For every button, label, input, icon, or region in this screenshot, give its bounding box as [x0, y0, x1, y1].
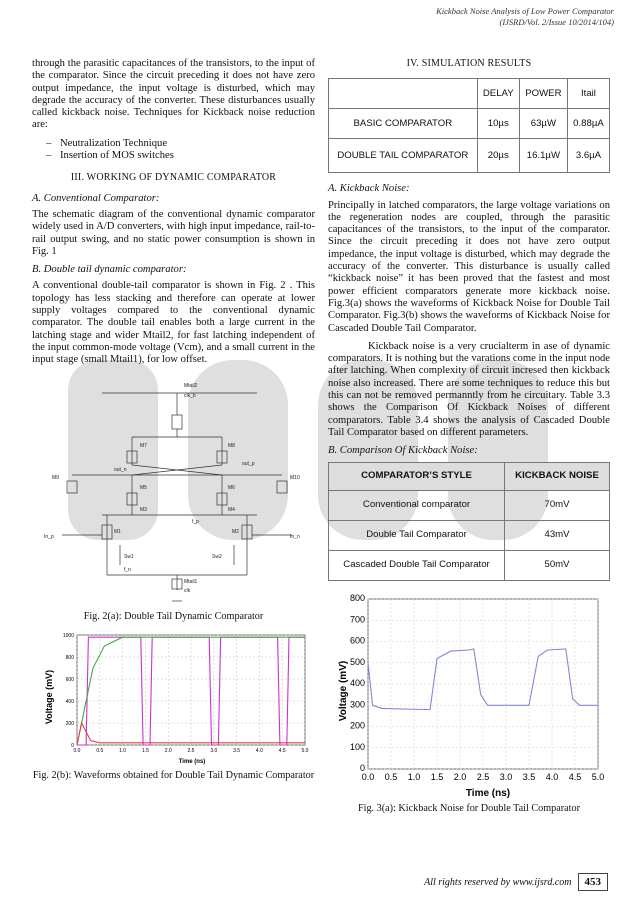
x-tick-label: 0.5 [96, 747, 104, 754]
technique-list [32, 138, 315, 163]
x-tick-label: 0.0 [73, 747, 81, 754]
right-column [328, 58, 610, 815]
x-tick-label: 2.0 [164, 747, 172, 754]
table-cell: 20µs [477, 139, 519, 173]
label-m9: M9 [52, 474, 59, 481]
y-tick-label: 400 [349, 677, 365, 688]
y-axis-label: Voltage (mV) [44, 669, 54, 724]
x-axis-label: Time (ns) [178, 758, 206, 765]
x-tick-label: 0.0 [361, 771, 375, 782]
table-header-cell [329, 79, 478, 109]
table-header-cell: Itail [567, 79, 609, 109]
page-footer [424, 873, 608, 891]
table-cell: 3.6µA [567, 139, 609, 173]
table-cell: 16.1µW [519, 139, 567, 173]
x-tick-label: 2.0 [453, 771, 467, 782]
circuit-schematic [32, 375, 315, 607]
label-m2: M2 [232, 528, 239, 535]
y-tick-label: 800 [349, 592, 365, 603]
simulation-results-table [328, 78, 610, 173]
label-m8: M8 [228, 442, 235, 449]
label-m3: M3 [140, 506, 147, 513]
y-tick-label: 400 [65, 698, 74, 705]
list-item: – Insertion of MOS switches [46, 150, 315, 162]
x-tick-label: 3.5 [233, 747, 241, 754]
label-clk-b: clk_b [184, 392, 196, 399]
subsection-heading: B. Comparison Of Kickback Noise: [328, 445, 478, 457]
table-cell: Conventional comparator [329, 490, 505, 520]
label-m6: M6 [228, 484, 235, 491]
paragraph: The schematic diagram of the conventional dynamic comparator widely used in A/D converters, with high input impedance, rail-to-rail output swing, and no static power consumption is shown in Fig. 1 [32, 208, 315, 257]
table-header-cell: KICKBACK NOISE [505, 462, 610, 490]
y-tick-label: 200 [65, 720, 74, 727]
table-cell: Double Tail Comparator [329, 520, 505, 550]
label-m5: M5 [140, 484, 147, 491]
label-m7: M7 [140, 442, 147, 449]
table-header-cell: DELAY [477, 79, 519, 109]
x-tick-label: 2.5 [187, 747, 195, 754]
table-cell: 70mV [505, 490, 610, 520]
y-tick-label: 500 [349, 656, 365, 667]
section-heading: IV. SIMULATION RESULTS [406, 58, 532, 69]
subsection-heading: A. Conventional Comparator: [32, 192, 160, 204]
label-out-p: out_p [242, 460, 255, 467]
figure-caption: Fig. 3(a): Kickback Noise for Double Tail Comparator [357, 802, 581, 814]
label-mtail1: Mtail1 [184, 578, 198, 585]
x-tick-label: 1.5 [141, 747, 149, 754]
running-header [436, 6, 614, 28]
left-column [32, 58, 315, 782]
label-in-n: In_n [290, 533, 300, 540]
subsection-heading: B. Double tail dynamic comparator: [32, 264, 187, 276]
x-tick-label: 3.0 [499, 771, 513, 782]
x-tick-label: 1.0 [119, 747, 127, 754]
label-f-n: f_n [124, 566, 131, 573]
y-tick-label: 700 [349, 613, 365, 624]
x-tick-label: 4.0 [255, 747, 263, 754]
table-cell: Cascaded Double Tail Comparator [329, 550, 505, 580]
table-cell: DOUBLE TAIL COMPARATOR [329, 139, 478, 173]
table-cell: 63µW [519, 109, 567, 139]
paragraph: Kickback noise is a very crucialterm in ase of dynamic comparators. It is nothing but the varations come in the input node after latching. When complexity of circuit incresed then kickback noise also increased. There are some techniques to reduce this but this can not be removed permanntly from he circuitary. Table 3.3 shows the Comparison Of Kickback Noises of different comparators. Table 3.4 shows the analysis of Cascaded Double Tail Comparator based on different parameters. [328, 340, 610, 438]
label-sw1: Sw1 [124, 553, 134, 560]
figure-caption: Fig. 2(a): Double Tail Dynamic Comparator [83, 610, 264, 622]
x-tick-label: 4.5 [278, 747, 286, 754]
kickback-noise-chart [328, 591, 610, 799]
header-title: Kickback Noise Analysis of Low Power Comparator [436, 6, 614, 16]
y-axis-label: Voltage (mV) [338, 660, 349, 721]
y-tick-label: 600 [65, 676, 74, 683]
table-cell: BASIC COMPARATOR [329, 109, 478, 139]
table-header-cell: COMPARATOR’S STYLE [329, 462, 505, 490]
paragraph: Principally in latched comparators, the large voltage variations on the regeneration nodes are coupled, through the parasitic capacitances of the transistors, to the input of the comparator. Since the circuit preceding it does not have zero output impedance, the input voltage is disturbed, which may degrade the accuracy of the converter. This disturbance is usually called “kickback noise” it has been proved that the fastest and most power efficient comparators generate more kickback noise. Fig.3(a) shows the waveforms of Kickback Noise for Double Tail Comparator. Fig.3(b) shows the waveforms of Kickback Noise for Cascaded Double Tail Comparator. [328, 199, 610, 334]
copyright-text: All rights reserved by www.ijsrd.com [424, 876, 572, 888]
waveform-chart [32, 627, 315, 767]
x-axis-label: Time (ns) [465, 787, 511, 799]
label-sw2: Sw2 [212, 553, 222, 560]
y-tick-label: 800 [65, 654, 74, 661]
page-number: 453 [578, 873, 609, 891]
label-m4: M4 [228, 506, 235, 513]
x-tick-label: 1.0 [407, 771, 421, 782]
series-line [77, 723, 305, 745]
x-tick-label: 4.5 [568, 771, 582, 782]
x-tick-label: 0.5 [384, 771, 398, 782]
y-tick-label: 0 [359, 762, 365, 773]
label-in-p: In_p [44, 533, 54, 540]
table-cell: 43mV [505, 520, 610, 550]
list-item: – Neutralization Technique [46, 138, 315, 150]
y-tick-label: 100 [349, 741, 365, 752]
label-mtail2: Mtail2 [184, 382, 198, 389]
header-volume: (IJSRD/Vol. 2/Issue 10/2014/104) [499, 17, 614, 27]
x-tick-label: 3.0 [210, 747, 218, 754]
figure-caption: Fig. 2(b): Waveforms obtained for Double Tail Dynamic Comparator [32, 769, 315, 781]
table-header-cell: POWER [519, 79, 567, 109]
label-m1: M1 [114, 528, 121, 535]
y-tick-label: 1000 [62, 632, 74, 639]
table-cell: 10µs [477, 109, 519, 139]
kickback-comparison-table [328, 462, 610, 581]
x-tick-label: 1.5 [430, 771, 444, 782]
table-cell: 0.88µA [567, 109, 609, 139]
x-tick-label: 3.5 [522, 771, 536, 782]
paragraph: A conventional double-tail comparator is shown in Fig. 2 . This topology has less stacking and therefore can operate at lower supply voltages compared to the conventional dynamic comparator. The double tail enables both a large current in the latching stage and wider Mtail2, for fast latching independent of the input common-mode voltage (Vcm), and a small current in the input stage (small Mtail1), for low offset. [32, 280, 315, 366]
table-cell: 50mV [505, 550, 610, 580]
y-tick-label: 300 [349, 698, 365, 709]
y-tick-label: 600 [349, 635, 365, 646]
x-tick-label: 5.0 [301, 747, 309, 754]
label-f-p: f_p [192, 518, 199, 525]
label-out-n: out_n [114, 466, 127, 473]
x-tick-label: 2.5 [476, 771, 490, 782]
subsection-heading: A. Kickback Noise: [328, 183, 410, 195]
y-tick-label: 0 [71, 742, 74, 749]
y-tick-label: 200 [349, 720, 365, 731]
label-clk: clk [184, 587, 191, 594]
x-tick-label: 4.0 [545, 771, 559, 782]
intro-paragraph: through the parasitic capacitances of the transistors, to the input of the comparator. Since the circuit preceding it does not have zero output impedance, the input voltage is disturbed, which may degrade the accuracy of the converter. These disturbances usually called kickback noise. Techniques for Kickback noise reduction are: [32, 58, 315, 131]
x-tick-label: 5.0 [591, 771, 605, 782]
section-heading: III. WORKING OF DYNAMIC COMPARATOR [70, 172, 277, 184]
label-m10: M10 [290, 474, 300, 481]
